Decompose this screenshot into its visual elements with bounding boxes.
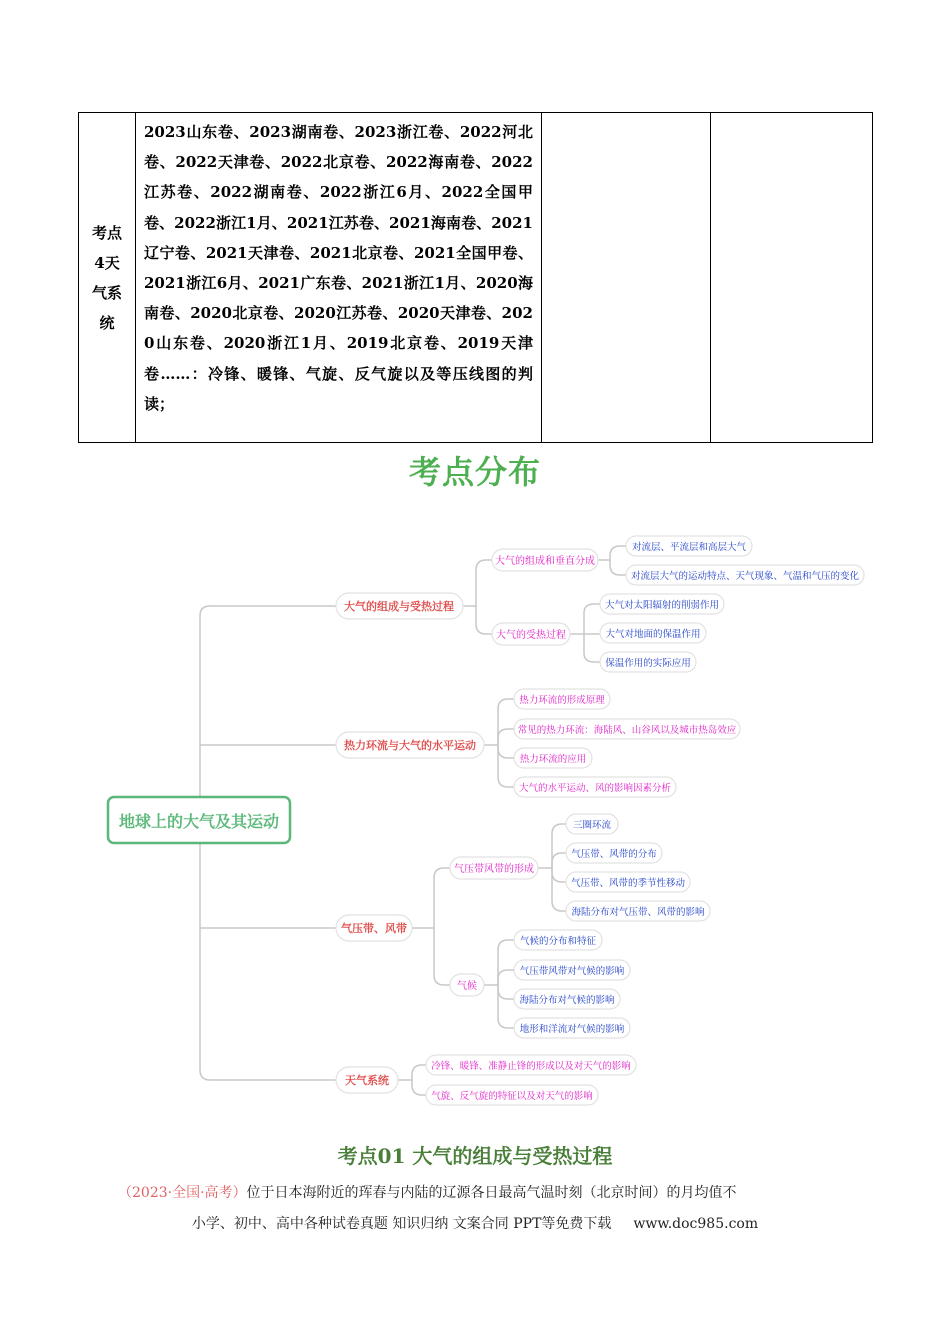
leaf-b1-s1-2 bbox=[626, 565, 864, 585]
section-title: 考点分布 bbox=[408, 453, 541, 491]
question-source: （2023·全国·高考） bbox=[118, 1185, 247, 1201]
leaf-label: 海陆分布对气压带、风带的影响 bbox=[571, 907, 705, 918]
subheading: 考点01 大气的组成与受热过程 bbox=[337, 1144, 613, 1168]
leaf-label: 气候的分布和特征 bbox=[519, 936, 597, 947]
leaf-label: 热力环流的形成原理 bbox=[519, 695, 605, 706]
leaf-label: 大气对地面的保温作用 bbox=[605, 629, 701, 640]
branch-node-3 bbox=[336, 915, 412, 941]
leaf-b3-s1-2 bbox=[566, 843, 662, 863]
leaf-b4-1 bbox=[426, 1055, 636, 1075]
branch-node-1 bbox=[336, 593, 463, 619]
leaf-b3-s2-4 bbox=[514, 1018, 630, 1038]
sub-node-b1-2 bbox=[492, 623, 570, 645]
question-line bbox=[118, 1182, 737, 1202]
leaf-b1-s2-1 bbox=[600, 594, 724, 614]
footer bbox=[0, 1213, 950, 1233]
leaf-b3-s1-4 bbox=[566, 901, 710, 921]
content-text: 2023山东卷、2023湖南卷、2023浙江卷、2022河北卷、2022天津卷、2022北京卷、2022海南卷、2022江苏卷、2022湖南卷、2022浙江6月、2022全国甲卷、2022浙江1月、2021江苏卷、2021海南卷、2021辽宁卷、2021天津卷、2021北京卷、2021全国甲卷、2021浙江6月、2021广东卷、2021浙江1月、2020海南卷、2020北京卷、2020江苏卷、2020天津卷、2020山东卷、2020浙江1月、2019北京卷、2019天津卷……：冷锋、暖锋、气旋、反气旋以及等压线图的判读； bbox=[144, 123, 533, 413]
sub-node-b1-1 bbox=[492, 549, 598, 571]
sub-label: 大气的组成和垂直分成 bbox=[495, 556, 595, 567]
leaf-b1-s2-3 bbox=[600, 652, 696, 672]
footer-right[interactable]: www.doc985.com bbox=[633, 1216, 759, 1232]
branch-label: 气压带、风带 bbox=[341, 922, 407, 935]
row-label: 考点4天气系统 bbox=[91, 223, 122, 332]
leaf-label: 对流层大气的运动特点、天气现象、气温和气压的变化 bbox=[630, 571, 860, 582]
leaf-label: 气旋、反气旋的特征以及对天气的影响 bbox=[431, 1091, 593, 1102]
leaf-label: 冷锋、暖锋、准静止锋的形成以及对天气的影响 bbox=[431, 1061, 631, 1072]
leaf-label: 常见的热力环流：海陆风、山谷风以及城市热岛效应 bbox=[517, 725, 737, 736]
branch-label: 天气系统 bbox=[345, 1074, 389, 1087]
sub-label: 大气的受热过程 bbox=[496, 630, 566, 641]
branch-node-4 bbox=[336, 1067, 398, 1093]
leaf-label: 大气的水平运动、风的影响因素分析 bbox=[518, 783, 672, 794]
leaf-label: 热力环流的应用 bbox=[519, 754, 587, 765]
root-node bbox=[108, 797, 290, 843]
leaf-b3-s2-1 bbox=[514, 930, 602, 950]
leaf-label: 对流层、平流层和高层大气 bbox=[631, 542, 747, 553]
leaf-b4-2 bbox=[426, 1085, 598, 1105]
sub-label: 气候 bbox=[457, 981, 477, 992]
leaf-b2-1 bbox=[514, 689, 610, 709]
leaf-b2-4 bbox=[514, 777, 676, 797]
leaf-label: 气压带、风带的分布 bbox=[571, 849, 657, 860]
footer-left: 小学、初中、高中各种试卷真题 知识归纳 文案合同 PPT等免费下载 bbox=[191, 1216, 612, 1232]
branch-label: 热力环流与大气的水平运动 bbox=[344, 739, 476, 752]
sub-node-b3-2 bbox=[450, 974, 484, 996]
leaf-label: 海陆分布对气候的影响 bbox=[519, 995, 615, 1006]
leaf-label: 保温作用的实际应用 bbox=[605, 658, 691, 669]
leaf-label: 大气对太阳辐射的削弱作用 bbox=[604, 600, 720, 611]
leaf-b1-s2-2 bbox=[600, 623, 706, 643]
leaf-b3-s1-3 bbox=[566, 872, 690, 892]
leaf-label: 气压带风带对气候的影响 bbox=[519, 966, 625, 977]
leaf-b3-s2-2 bbox=[514, 960, 630, 980]
leaf-b3-s1-1 bbox=[566, 814, 618, 834]
leaf-b1-s1-1 bbox=[626, 536, 752, 556]
question-text: 位于日本海附近的珲春与内陆的辽源各日最高气温时刻（北京时间）的月均值不 bbox=[246, 1185, 737, 1201]
root-label: 地球上的大气及其运动 bbox=[118, 812, 280, 831]
branch-node-2 bbox=[336, 732, 484, 758]
branch-label: 大气的组成与受热过程 bbox=[344, 600, 454, 613]
sub-label: 气压带风带的形成 bbox=[454, 864, 534, 875]
leaf-b3-s2-3 bbox=[514, 989, 620, 1009]
sub-node-b3-1 bbox=[450, 857, 538, 879]
leaf-label: 三圈环流 bbox=[572, 820, 612, 831]
leaf-label: 地形和洋流对气候的影响 bbox=[519, 1024, 625, 1035]
leaf-label: 气压带、风带的季节性移动 bbox=[570, 878, 686, 889]
leaf-b2-3 bbox=[514, 748, 592, 768]
leaf-b2-2 bbox=[514, 719, 740, 739]
